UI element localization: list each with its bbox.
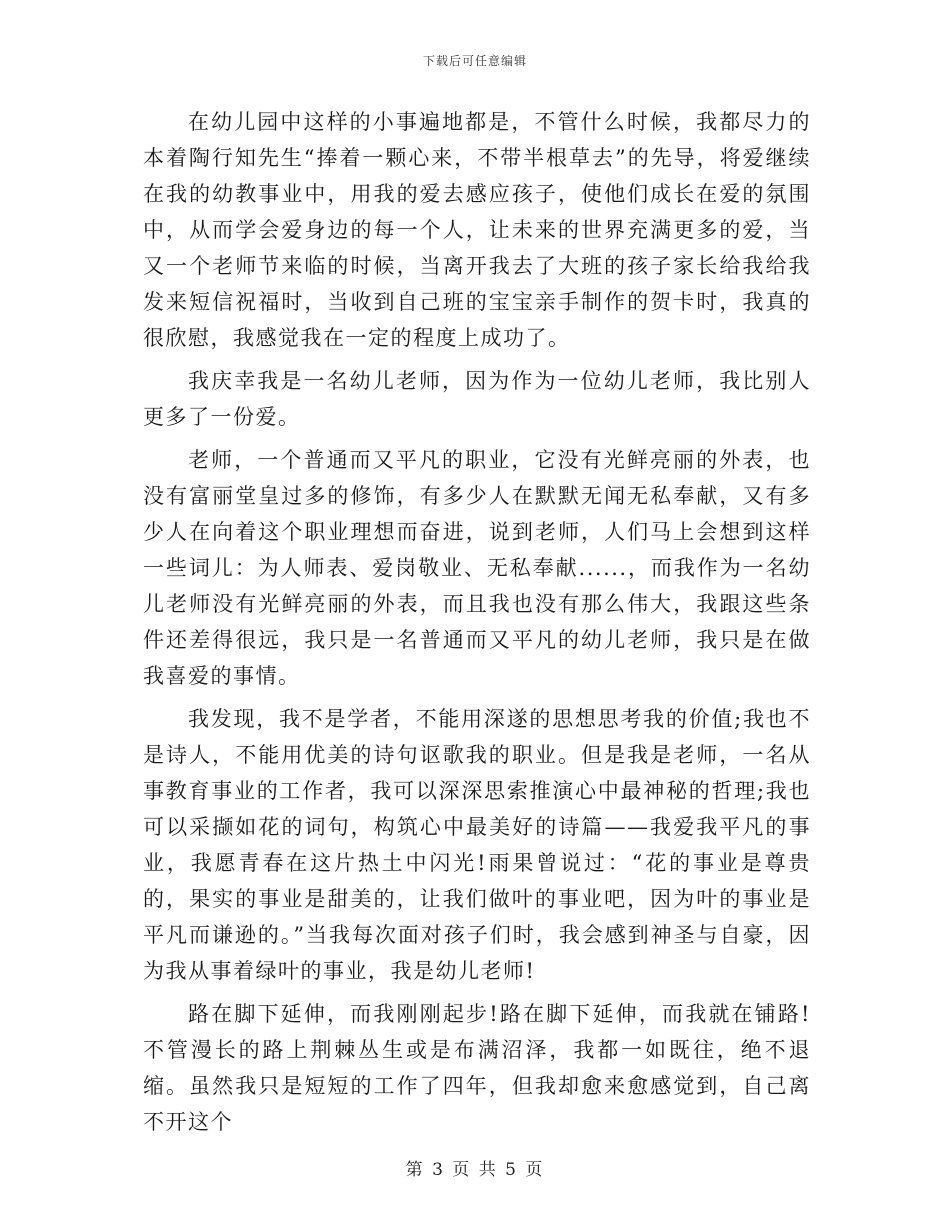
body-text — [143, 104, 811, 1147]
paragraph: 我发现，我不是学者，不能用深遂的思想思考我的价值;我也不是诗人，不能用优美的诗句讴歌我的职业。但是我是老师，一名从事教育事业的工作者，我可以深深思索推演心中最神秘的哲理;我也可以采撷如花的词句，构筑心中最美好的诗篇——我爱我平凡的事业，我愿青春在这片热土中闪光!雨果曾说过：“花的事业是尊贵的，果实的事业是甜美的，让我们做叶的事业吧，因为叶的事业是平凡而谦逊的。”当我每次面对孩子们时，我会感到神圣与自豪，因为我从事着绿叶的事业，我是幼儿老师! — [143, 707, 811, 983]
paragraph: 我庆幸我是一名幼儿老师，因为作为一位幼儿老师，我比别人更多了一份爱。 — [143, 369, 811, 429]
page-header: 下载后可任意编辑 — [422, 54, 527, 68]
paragraph: 在幼儿园中这样的小事遍地都是，不管什么时候，我都尽力的本着陶行知先生“捧着一颗心来，不带半根草去”的先导，将爱继续在我的幼教事业中，用我的爱去感应孩子，使他们成长在爱的氛围中，从而学会爱身边的每一个人，让未来的世界充满更多的爱，当又一个老师节来临的时候，当离开我去了大班的孩子家长给我给我发来短信祝福时，当收到自己班的宝宝亲手制作的贺卡时，我真的很欣慰，我感觉我在一定的程度上成功了。 — [143, 110, 811, 350]
paragraph: 老师，一个普通而又平凡的职业，它没有光鲜亮丽的外表，也没有富丽堂皇过多的修饰，有多少人在默默无闻无私奉献，又有多少人在向着这个职业理想而奋进，说到老师，人们马上会想到这样一些词儿：为人师表、爱岗敬业、无私奉献......，而我作为一名幼儿老师没有光鲜亮丽的外表，而且我也没有那么伟大，我跟这些条件还差得很远，我只是一名普通而又平凡的幼儿老师，我只是在做我喜爱的事情。 — [143, 448, 811, 688]
paragraph: 路在脚下延伸，而我刚刚起步!路在脚下延伸，而我就在铺路!不管漫长的路上荆棘丛生或是布满沼泽，我都一如既往，绝不退缩。虽然我只是短短的工作了四年，但我却愈来愈感觉到，自己离不开这个 — [143, 1002, 811, 1134]
page-footer: 第 3 页 共 5 页 — [405, 1160, 545, 1180]
